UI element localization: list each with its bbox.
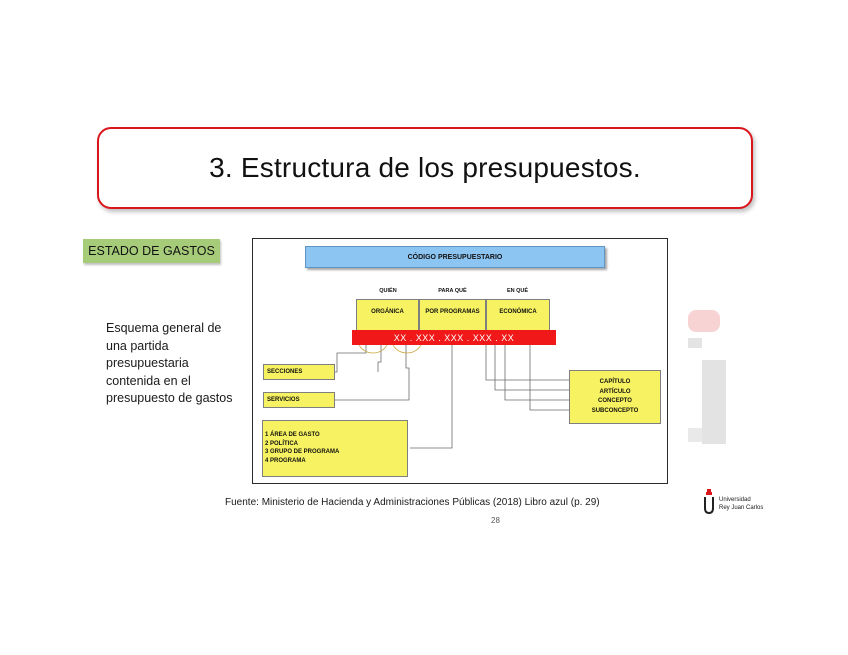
esquema-description: Esquema general de una partida presupuestaria contenida en el presupuesto de gastos xyxy=(106,321,233,405)
servicios-label: SERVICIOS xyxy=(267,397,300,403)
column-question-quien: QUIÉN xyxy=(379,288,397,294)
secciones-box xyxy=(263,364,335,380)
programa-box xyxy=(262,420,408,477)
column-question-en-que: EN QUÉ xyxy=(506,288,529,294)
economica-label: ECONÓMICA xyxy=(499,309,537,315)
logo-line-2: Rey Juan Carlos xyxy=(719,504,764,511)
economica-box xyxy=(569,370,661,424)
university-logo-icon xyxy=(702,488,716,518)
logo-line-1: Universidad xyxy=(719,497,751,503)
secciones-label: SECCIONES xyxy=(267,369,303,375)
codigo-presupuestario-header: CÓDIGO PRESUPUESTARIO xyxy=(305,246,605,268)
column-question-para-que: PARA QUÉ xyxy=(438,288,467,294)
programas-label: POR PROGRAMAS xyxy=(425,309,480,315)
secciones-link xyxy=(378,345,381,372)
economica-item: CONCEPTO xyxy=(598,398,632,404)
programa-item: 1 ÁREA DE GASTO xyxy=(265,432,320,438)
economica-item: SUBCONCEPTO xyxy=(591,407,639,414)
code-bar: XX . XXX . XXX . XXX . XX xyxy=(352,330,556,345)
page-number: 28 xyxy=(491,516,500,525)
university-logo-text xyxy=(719,497,763,512)
programa-item: 4 PROGRAMA xyxy=(265,457,306,464)
estado-de-gastos-label: ESTADO DE GASTOS xyxy=(83,239,220,263)
programa-item: 2 POLÍTICA xyxy=(265,440,299,447)
programa-item: 3 GRUPO DE PROGRAMA xyxy=(265,449,340,456)
servicios-box xyxy=(263,392,335,408)
slide-title: 3. Estructura de los presupuestos. xyxy=(209,152,641,183)
economica-item: CAPÍTULO xyxy=(599,379,631,385)
source-citation: Fuente: Ministerio de Hacienda y Administraciones Públicas (2018) Libro azul (p. 29) xyxy=(225,497,600,508)
economica-item: ARTÍCULO xyxy=(599,388,631,395)
organica-label: ORGÁNICA xyxy=(371,309,404,315)
